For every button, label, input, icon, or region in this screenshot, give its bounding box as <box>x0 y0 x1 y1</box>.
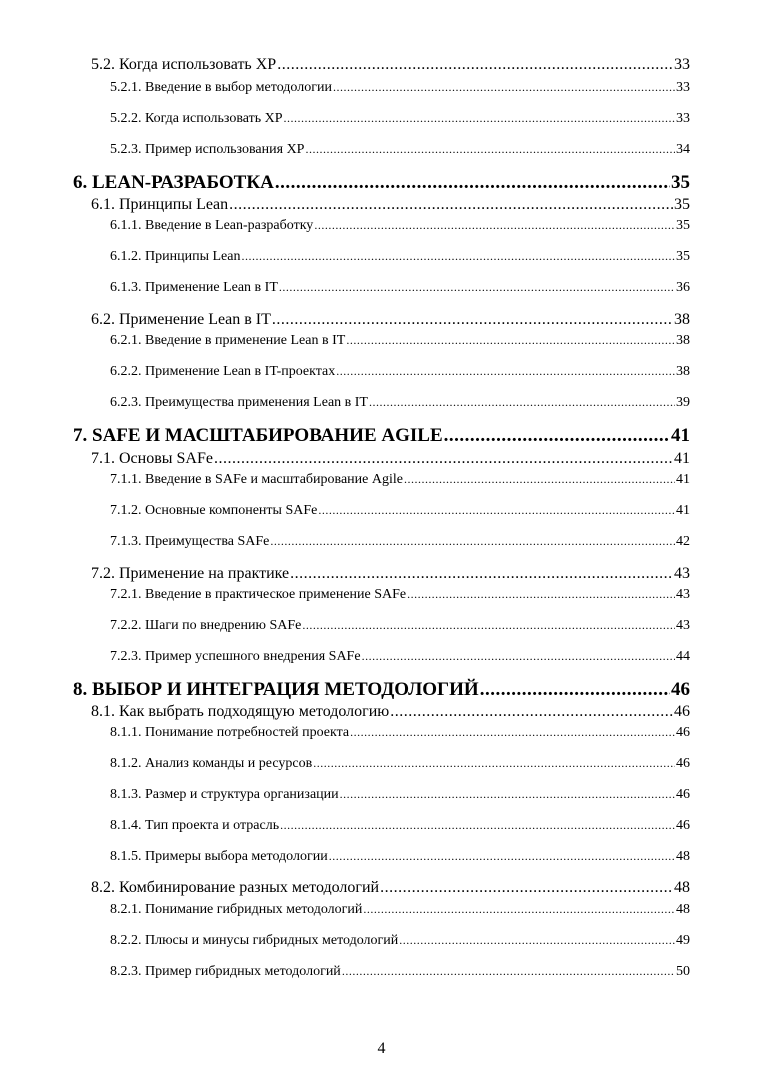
toc-entry-page: 33 <box>676 80 690 95</box>
toc-entry-level-3 <box>110 649 690 665</box>
toc-entry-page: 46 <box>676 756 690 771</box>
toc-entry-title: 7.1.1. Введение в SAFe и масштабирование Agile <box>110 472 403 487</box>
dot-leader <box>362 649 675 664</box>
toc-entry-level-3 <box>110 111 690 127</box>
toc-entry-title: 8.1.2. Анализ команды и ресурсов <box>110 756 313 771</box>
toc-entry-page: 41 <box>676 503 690 518</box>
toc-entry-page: 41 <box>674 450 690 467</box>
toc-entry-title: 7.1.2. Основные компоненты SAFe <box>110 503 318 518</box>
toc-entry-level-3 <box>110 964 690 980</box>
toc-entry-level-2 <box>91 56 690 74</box>
toc-entry-level-3 <box>110 503 690 519</box>
toc-entry-title: 5.2.2. Когда использовать XP <box>110 111 283 126</box>
toc-entry-page: 35 <box>674 196 690 213</box>
dot-leader <box>275 172 670 194</box>
toc-entry-level-2 <box>91 196 690 214</box>
toc-entry-page: 43 <box>674 565 690 582</box>
dot-leader <box>346 333 675 348</box>
dot-leader <box>272 311 673 329</box>
dot-leader <box>390 703 673 721</box>
toc-entry-level-3 <box>110 933 690 949</box>
toc-entry-level-3 <box>110 756 690 772</box>
toc-entry-level-3 <box>110 618 690 634</box>
dot-leader <box>284 111 675 126</box>
dot-leader <box>318 503 675 518</box>
toc-entry-title: 6.2. Применение Lean в IT <box>91 311 271 328</box>
toc-entry-level-2 <box>91 703 690 721</box>
dot-leader <box>313 756 675 771</box>
toc-entry-page: 38 <box>674 311 690 328</box>
toc-entry-page: 46 <box>676 787 690 802</box>
toc-entry-page: 35 <box>671 172 690 193</box>
toc-entry-title: 7.2.1. Введение в практическое применение SAFe <box>110 587 407 602</box>
toc-entry-page: 39 <box>676 395 690 410</box>
toc-entry-level-3 <box>110 80 690 96</box>
toc-entry-title: 8.1.4. Тип проекта и отрасль <box>110 818 280 833</box>
toc-entry-level-3 <box>110 142 690 158</box>
toc-entry-title: 8.1.1. Понимание потребностей проекта <box>110 725 350 740</box>
toc-entry-level-2 <box>91 565 690 583</box>
dot-leader <box>342 964 675 979</box>
toc-entry-level-3 <box>110 472 690 488</box>
toc-entry-level-3 <box>110 534 690 550</box>
dot-leader <box>380 879 673 897</box>
toc-entry-title: 6. LEAN-РАЗРАБОТКА <box>73 172 274 193</box>
toc-entry-title: 6.2.1. Введение в применение Lean в IT <box>110 333 346 348</box>
toc-entry-title: 7.2. Применение на практике <box>91 565 290 582</box>
toc-entry-title: 7.2.2. Шаги по внедрению SAFe <box>110 618 302 633</box>
toc-entry-title: 7.2.3. Пример успешного внедрения SAFe <box>110 649 361 664</box>
toc-entry-page: 48 <box>676 902 690 917</box>
toc-entry-level-1 <box>73 172 690 194</box>
dot-leader <box>270 534 675 549</box>
toc-entry-page: 34 <box>676 142 690 157</box>
dot-leader <box>279 280 675 295</box>
toc-entry-title: 8.1.3. Размер и структура организации <box>110 787 339 802</box>
toc-entry-level-1 <box>73 425 690 447</box>
toc-entry-level-3 <box>110 587 690 603</box>
toc-entry-level-1 <box>73 679 690 701</box>
dot-leader <box>350 725 675 740</box>
toc-entry-level-2 <box>91 879 690 897</box>
toc-entry-title: 7.1.3. Преимущества SAFe <box>110 534 270 549</box>
toc-entry-page: 46 <box>676 725 690 740</box>
toc-entry-title: 5.2. Когда использовать XP <box>91 56 277 73</box>
dot-leader <box>480 679 670 701</box>
dot-leader <box>229 196 673 214</box>
toc-entry-title: 6.2.3. Преимущества применения Lean в IT <box>110 395 368 410</box>
dot-leader <box>241 249 675 264</box>
dot-leader <box>290 565 673 583</box>
dot-leader <box>404 472 675 487</box>
toc-entry-level-3 <box>110 395 690 411</box>
dot-leader <box>336 364 675 379</box>
dot-leader <box>369 395 675 410</box>
toc-entry-page: 43 <box>676 618 690 633</box>
toc-entry-page: 50 <box>676 964 690 979</box>
dot-leader <box>407 587 675 602</box>
toc-entry-page: 48 <box>674 879 690 896</box>
toc-entry-title: 8.2.2. Плюсы и минусы гибридных методологий <box>110 933 399 948</box>
toc-entry-title: 7.1. Основы SAFe <box>91 450 213 467</box>
dot-leader <box>333 80 675 95</box>
toc-entry-page: 46 <box>671 679 690 700</box>
toc-entry-title: 8.1. Как выбрать подходящую методологию <box>91 703 390 720</box>
dot-leader <box>399 933 675 948</box>
toc-entry-title: 6.1.3. Применение Lean в IT <box>110 280 278 295</box>
toc-entry-level-3 <box>110 280 690 296</box>
toc-entry-page: 46 <box>676 818 690 833</box>
toc-entry-title: 6.2.2. Применение Lean в IT-проектах <box>110 364 336 379</box>
toc-entry-page: 43 <box>676 587 690 602</box>
toc-entry-page: 38 <box>676 333 690 348</box>
dot-leader <box>214 450 673 468</box>
toc-entry-title: 6.1.2. Принципы Lean <box>110 249 241 264</box>
dot-leader <box>314 218 675 233</box>
toc-entry-page: 35 <box>676 249 690 264</box>
toc-entry-page: 41 <box>676 472 690 487</box>
toc-entry-title: 5.2.3. Пример использования XP <box>110 142 305 157</box>
toc-entry-level-3 <box>110 725 690 741</box>
toc-entry-page: 49 <box>676 933 690 948</box>
toc-entry-page: 38 <box>676 364 690 379</box>
page-number: 4 <box>377 1040 386 1057</box>
dot-leader <box>280 818 675 833</box>
toc-entry-page: 48 <box>676 849 690 864</box>
toc-entry-page: 44 <box>676 649 690 664</box>
dot-leader <box>302 618 675 633</box>
toc-entry-page: 35 <box>676 218 690 233</box>
dot-leader <box>340 787 675 802</box>
toc-entry-level-3 <box>110 333 690 349</box>
toc-entry-level-3 <box>110 818 690 834</box>
toc-entry-level-2 <box>91 450 690 468</box>
dot-leader <box>363 902 675 917</box>
toc-entry-level-2 <box>91 311 690 329</box>
toc-entry-title: 8.1.5. Примеры выбора методологии <box>110 849 328 864</box>
toc-entry-level-3 <box>110 249 690 265</box>
toc-entry-title: 8. ВЫБОР И ИНТЕГРАЦИЯ МЕТОДОЛОГИЙ <box>73 679 479 700</box>
toc-entry-title: 8.2.3. Пример гибридных методологий <box>110 964 341 979</box>
dot-leader <box>329 849 675 864</box>
toc-entry-title: 7. SAFE И МАСШТАБИРОВАНИЕ AGILE <box>73 425 443 446</box>
toc-entry-page: 33 <box>676 111 690 126</box>
toc-entry-title: 8.2. Комбинирование разных методологий <box>91 879 380 896</box>
toc-entry-title: 5.2.1. Введение в выбор методологии <box>110 80 332 95</box>
toc-entry-level-3 <box>110 218 690 234</box>
toc-entry-page: 46 <box>674 703 690 720</box>
toc-entry-title: 8.2.1. Понимание гибридных методологий <box>110 902 363 917</box>
toc-entry-page: 41 <box>671 425 690 446</box>
toc-entry-page: 33 <box>674 56 690 73</box>
toc-entry-title: 6.1. Принципы Lean <box>91 196 229 213</box>
toc-entry-level-3 <box>110 902 690 918</box>
toc-entry-level-3 <box>110 849 690 865</box>
toc-entry-title: 6.1.1. Введение в Lean-разработку <box>110 218 314 233</box>
dot-leader <box>444 425 670 447</box>
toc-entry-level-3 <box>110 787 690 803</box>
toc-entry-level-3 <box>110 364 690 380</box>
toc-entry-page: 42 <box>676 534 690 549</box>
toc-entry-page: 36 <box>676 280 690 295</box>
dot-leader <box>277 56 673 74</box>
dot-leader <box>305 142 675 157</box>
